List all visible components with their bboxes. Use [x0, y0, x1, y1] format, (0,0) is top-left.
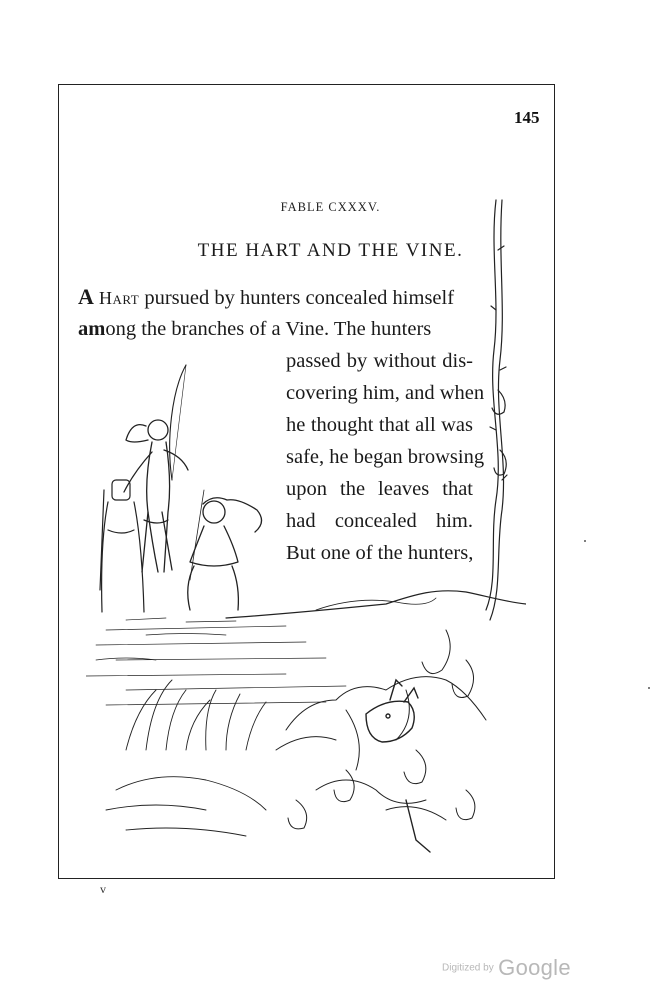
fable-title: THE HART AND THE VINE.	[197, 240, 464, 261]
hunter-archer	[124, 365, 188, 572]
hart-head	[366, 680, 430, 852]
text-line-5: he thought that all was	[286, 414, 473, 436]
illustration-engraving	[86, 190, 526, 860]
text-line-9: But one of the hunters,	[286, 542, 474, 564]
text-line-6: safe, he began browsing	[286, 446, 485, 468]
watermark-logo-text: Google	[498, 955, 571, 980]
first-word: Hart	[99, 288, 140, 308]
stray-mark: v	[100, 882, 106, 896]
line1-rest: pursued by hunters concealed himself	[139, 287, 455, 309]
line2-bold: am	[78, 318, 106, 340]
ink-speck	[648, 687, 650, 689]
ink-speck	[584, 540, 586, 542]
text-line-7: upon the leaves that	[286, 478, 473, 500]
drop-cap: A	[78, 284, 94, 309]
vine-foliage	[276, 630, 486, 829]
hunter-shading-eyes	[188, 490, 262, 610]
watermark-small-text: Digitized by	[442, 962, 494, 974]
horizon-line	[226, 591, 526, 618]
hunter-background	[100, 480, 144, 612]
text-line-3: passed by without dis-	[286, 350, 473, 372]
page-number: 145	[514, 108, 540, 127]
fable-number: FABLE CXXXV.	[280, 200, 381, 214]
ground-hatching	[86, 618, 346, 705]
text-line-8: had concealed him.	[286, 510, 473, 532]
text-line-4: covering him, and when	[286, 382, 485, 404]
vine-stem	[486, 200, 507, 620]
line2-rest: ong the branches of a Vine. The hunters	[105, 318, 432, 340]
google-watermark	[442, 955, 571, 981]
